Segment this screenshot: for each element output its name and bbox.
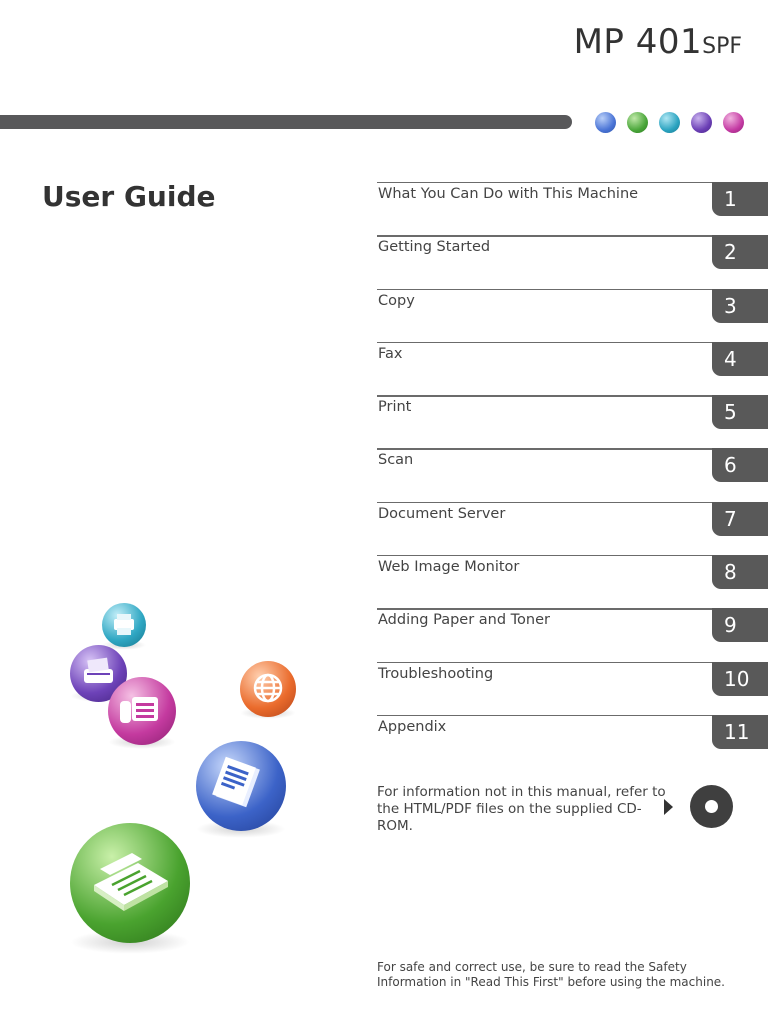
toc-label: Fax — [378, 345, 403, 362]
table-of-contents — [377, 182, 768, 768]
toc-label: Copy — [378, 292, 415, 309]
model-name — [574, 22, 742, 62]
scanner-glyph — [70, 823, 190, 943]
toc-rule — [377, 555, 768, 556]
chapter-tab[interactable]: 5 — [712, 395, 768, 429]
web-icon — [240, 661, 296, 717]
toc-rule — [377, 448, 768, 449]
header-bar — [0, 115, 572, 129]
toc-rule — [377, 182, 768, 183]
chapter-tab[interactable]: 10 — [712, 662, 768, 696]
cd-rom-icon — [690, 785, 733, 828]
toc-label: Appendix — [378, 718, 447, 735]
toc-item[interactable] — [377, 608, 768, 661]
toc-rule — [377, 715, 768, 716]
fax-icon — [108, 677, 176, 745]
toc-item[interactable] — [377, 715, 768, 768]
document-icon — [196, 741, 286, 831]
dot-green — [627, 112, 648, 133]
scanner-icon — [70, 823, 190, 943]
dot-purple — [691, 112, 712, 133]
fax-glyph — [108, 677, 176, 745]
safety-note: For safe and correct use, be sure to read the Safety Information in "Read This First" before using the machine. — [377, 960, 725, 989]
toc-label: Scan — [378, 452, 414, 469]
dot-cyan — [659, 112, 680, 133]
toc-item[interactable] — [377, 235, 768, 288]
model-number: MP 401 — [573, 22, 703, 62]
dot-magenta — [723, 112, 744, 133]
toc-item[interactable] — [377, 502, 768, 555]
chapter-tab[interactable]: 4 — [712, 342, 768, 376]
toc-label: Web Image Monitor — [378, 559, 520, 576]
toc-item[interactable] — [377, 289, 768, 342]
chapter-tab[interactable]: 9 — [712, 608, 768, 642]
toc-item[interactable] — [377, 342, 768, 395]
chapter-tab[interactable]: 1 — [712, 182, 768, 216]
toc-label: Troubleshooting — [378, 665, 494, 682]
cd-rom-note: For information not in this manual, refer to the HTML/PDF files on the supplied CD-ROM. — [377, 784, 666, 834]
chapter-tab[interactable]: 7 — [712, 502, 768, 536]
toc-label: What You Can Do with This Machine — [378, 186, 639, 202]
toc-label: Document Server — [378, 505, 506, 522]
toc-item[interactable] — [377, 182, 768, 235]
chapter-tab[interactable]: 3 — [712, 289, 768, 323]
document-glyph — [196, 741, 286, 831]
chapter-tab[interactable]: 2 — [712, 235, 768, 269]
toc-label: Print — [378, 399, 412, 416]
toc-item[interactable] — [377, 662, 768, 715]
toc-label: Getting Started — [378, 239, 491, 256]
toc-label: Adding Paper and Toner — [378, 612, 551, 629]
chapter-tab[interactable]: 8 — [712, 555, 768, 589]
model-suffix: SPF — [702, 34, 742, 59]
page-title: User Guide — [42, 180, 216, 213]
toc-item[interactable] — [377, 555, 768, 608]
toc-rule — [377, 289, 768, 290]
arrow-right-icon — [664, 799, 673, 815]
cd-hole — [705, 800, 718, 813]
color-dots — [595, 112, 744, 133]
chapter-tab[interactable]: 6 — [712, 448, 768, 482]
toc-rule — [377, 608, 768, 609]
toc-rule — [377, 235, 768, 236]
toc-rule — [377, 395, 768, 396]
toc-rule — [377, 502, 768, 503]
toc-item[interactable] — [377, 448, 768, 501]
printer-icon — [102, 603, 146, 647]
printer-glyph — [102, 603, 146, 647]
dot-blue — [595, 112, 616, 133]
toc-rule — [377, 662, 768, 663]
chapter-tab[interactable]: 11 — [712, 715, 768, 749]
globe-glyph — [240, 661, 296, 717]
toc-rule — [377, 342, 768, 343]
toc-item[interactable] — [377, 395, 768, 448]
